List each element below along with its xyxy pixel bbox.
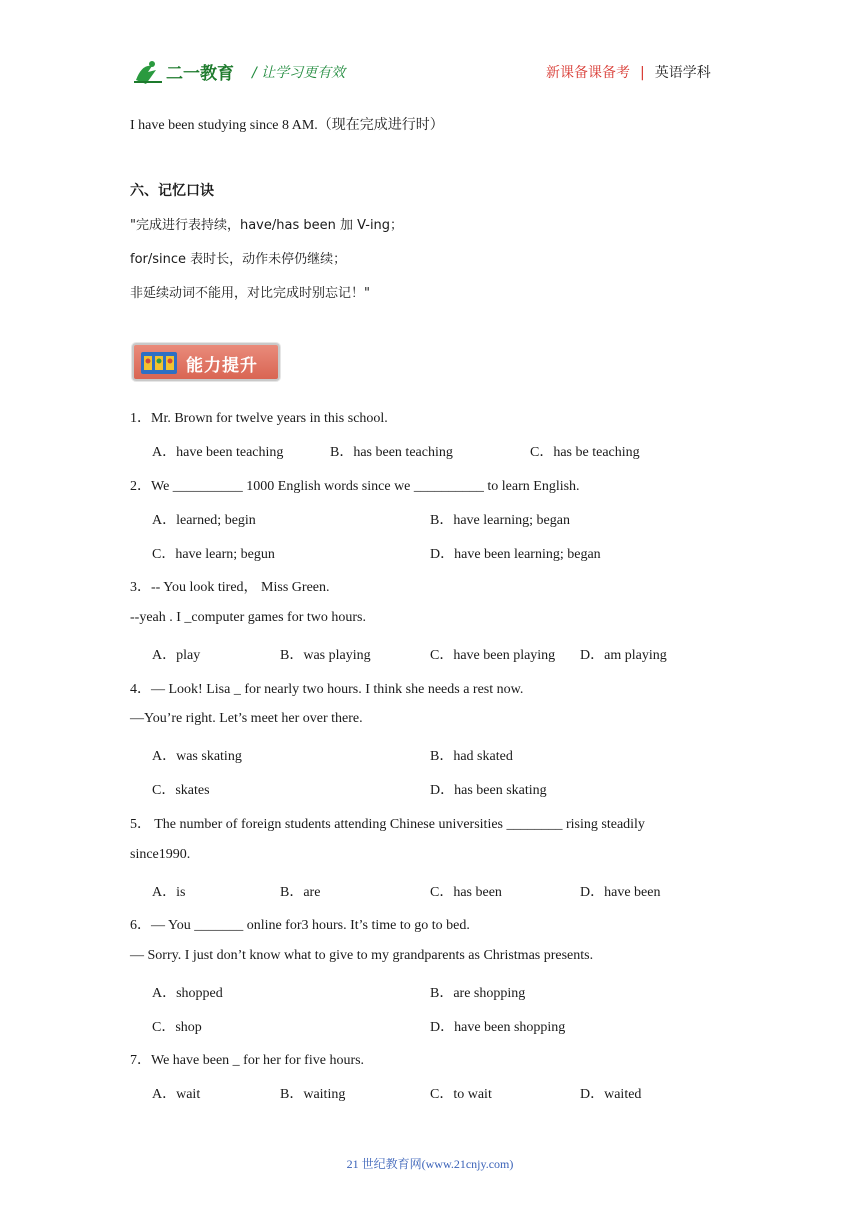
- answer-option: B．have learning; began: [430, 513, 570, 528]
- logo-text: 二一教育: [166, 64, 234, 84]
- question-stem: --yeah . I _computer games for two hours.: [130, 610, 366, 625]
- question-stem: since1990.: [130, 847, 191, 862]
- header-slogan: / 让学习更有效: [252, 65, 346, 81]
- answer-option: C．skates: [152, 783, 210, 798]
- answer-option: B．are shopping: [430, 986, 526, 1001]
- answer-option: C．has been: [430, 885, 502, 900]
- question-stem: 3．-- You look tired， Miss Green.: [130, 580, 330, 595]
- question-stem: 2．We __________ 1000 English words since we __________ to learn English.: [130, 479, 580, 494]
- answer-option: D．have been: [580, 885, 661, 900]
- header-separator: |: [640, 65, 645, 81]
- answer-option: B．has been teaching: [330, 445, 453, 460]
- question-stem: 6．— You _______ online for3 hours. It’s time to go to bed.: [130, 918, 470, 933]
- brand-logo: [132, 58, 244, 88]
- answer-option: C．have learn; begun: [152, 547, 275, 562]
- answer-option: C．shop: [152, 1020, 202, 1035]
- answer-option: A．have been teaching: [152, 445, 284, 460]
- answer-option: B．waiting: [280, 1087, 346, 1102]
- answer-option: C．to wait: [430, 1087, 492, 1102]
- header-subject-label: 英语学科: [654, 65, 711, 81]
- answer-option: D．have been shopping: [430, 1020, 566, 1035]
- answer-option: A．wait: [152, 1087, 201, 1102]
- ability-section-banner: [132, 343, 280, 381]
- answer-option: A．shopped: [152, 986, 223, 1001]
- answer-option: B．are: [280, 885, 321, 900]
- answer-option: D．waited: [580, 1087, 642, 1102]
- answer-option: D．am playing: [580, 648, 667, 663]
- question-stem: 1．Mr. Brown for twelve years in this school.: [130, 411, 388, 426]
- answer-option: A．learned; begin: [152, 513, 256, 528]
- ability-section-title: 能力提升: [186, 356, 258, 376]
- people-icon: [141, 352, 177, 374]
- question-stem: 5． The number of foreign students attending Chinese universities ________ rising steadily: [130, 817, 645, 832]
- intro-line: I have been studying since 8 AM.（现在完成进行时）: [130, 118, 444, 133]
- answer-option: C．have been playing: [430, 648, 556, 663]
- answer-option: A．was skating: [152, 749, 242, 764]
- question-stem: — Sorry. I just don’t know what to give to my grandparents as Christmas presents.: [130, 948, 594, 963]
- mnemonic-line: 非延续动词不能用，对比完成时别忘记！": [130, 286, 370, 301]
- question-stem: 7．We have been _ for her for five hours.: [130, 1053, 365, 1068]
- header-course-label: 新课备课备考: [546, 65, 630, 81]
- footer-link[interactable]: 21 世纪教育网(www.21cnjy.com): [346, 1157, 514, 1171]
- mnemonic-line: "完成进行表持续，have/has been 加 V-ing；: [130, 218, 404, 233]
- answer-option: B．had skated: [430, 749, 513, 764]
- answer-option: C．has be teaching: [530, 445, 640, 460]
- answer-option: D．have been learning; began: [430, 547, 601, 562]
- mnemonic-line: for/since 表时长，动作未停仍继续；: [130, 252, 347, 267]
- mnemonic-heading: 六、记忆口诀: [130, 183, 214, 199]
- answer-option: A．play: [152, 648, 201, 663]
- question-stem: —You’re right. Let’s meet her over there.: [130, 711, 363, 726]
- answer-option: D．has been skating: [430, 783, 547, 798]
- question-stem: 4．— Look! Lisa _ for nearly two hours. I think she needs a rest now.: [130, 682, 524, 697]
- answer-option: A．is: [152, 885, 186, 900]
- answer-option: B．was playing: [280, 648, 371, 663]
- header-subject: [546, 62, 711, 82]
